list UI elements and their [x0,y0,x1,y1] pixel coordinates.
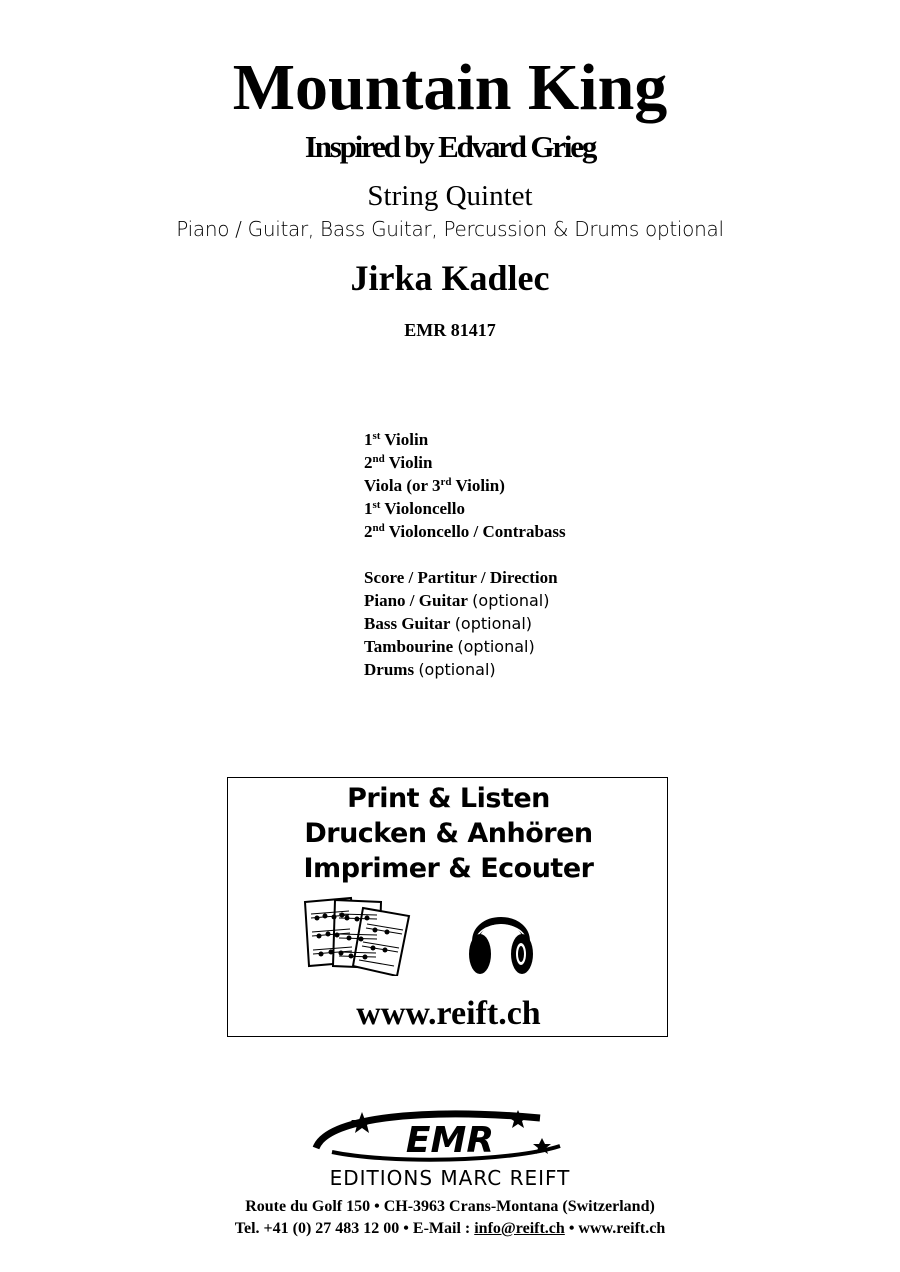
emr-logo [310,1108,590,1166]
print-listen-box [227,777,668,1037]
email-link[interactable]: info@reift.ch [474,1220,565,1237]
extra-bass: Bass Guitar (optional) [364,614,533,633]
title: Mountain King [232,51,668,124]
extra-drums: Drums (optional) [364,660,496,679]
extra-tambourine: Tambourine (optional) [364,637,535,656]
promo-german: Drucken & Anhören [304,818,593,849]
promo-english: Print & Listen [347,783,550,814]
catalog-number: EMR 81417 [404,320,496,340]
promo-french: Imprimer & Ecouter [303,853,594,884]
optional-instruments: Piano / Guitar, Bass Guitar, Percussion & Drums optional [176,217,724,241]
part-violin-1: 1st Violin [364,430,429,449]
composer: Jirka Kadlec [350,258,550,298]
part-cello-1: 1st Violoncello [364,499,465,518]
separator: • [568,1220,575,1237]
extra-score: Score / Partitur / Direction [364,568,558,587]
sheet-music-icon [301,896,413,976]
part-violin-2: 2nd Violin [364,453,433,472]
part-viola: Viola (or 3rd Violin) [364,476,505,495]
ensemble: String Quintet [367,180,533,212]
address: Route du Golf 150 • CH-3963 Crans-Montana (Switzerland) [245,1198,655,1215]
part-cello-2: 2nd Violoncello / Contrabass [364,522,566,541]
publisher-name: EDITIONS MARC REIFT [329,1166,571,1190]
parts-list [364,428,764,681]
footer-website-link[interactable]: www.reift.ch [578,1220,666,1237]
subtitle: Inspired by Edvard Grieg [304,129,596,164]
telephone: Tel. +41 (0) 27 483 12 00 • E-Mail : [234,1220,471,1237]
logo-text: EMR [405,1120,495,1161]
extra-piano: Piano / Guitar (optional) [364,591,550,610]
contact-line [0,1218,900,1240]
promo-website[interactable]: www.reift.ch [356,995,541,1032]
headphones-icon [466,898,536,978]
